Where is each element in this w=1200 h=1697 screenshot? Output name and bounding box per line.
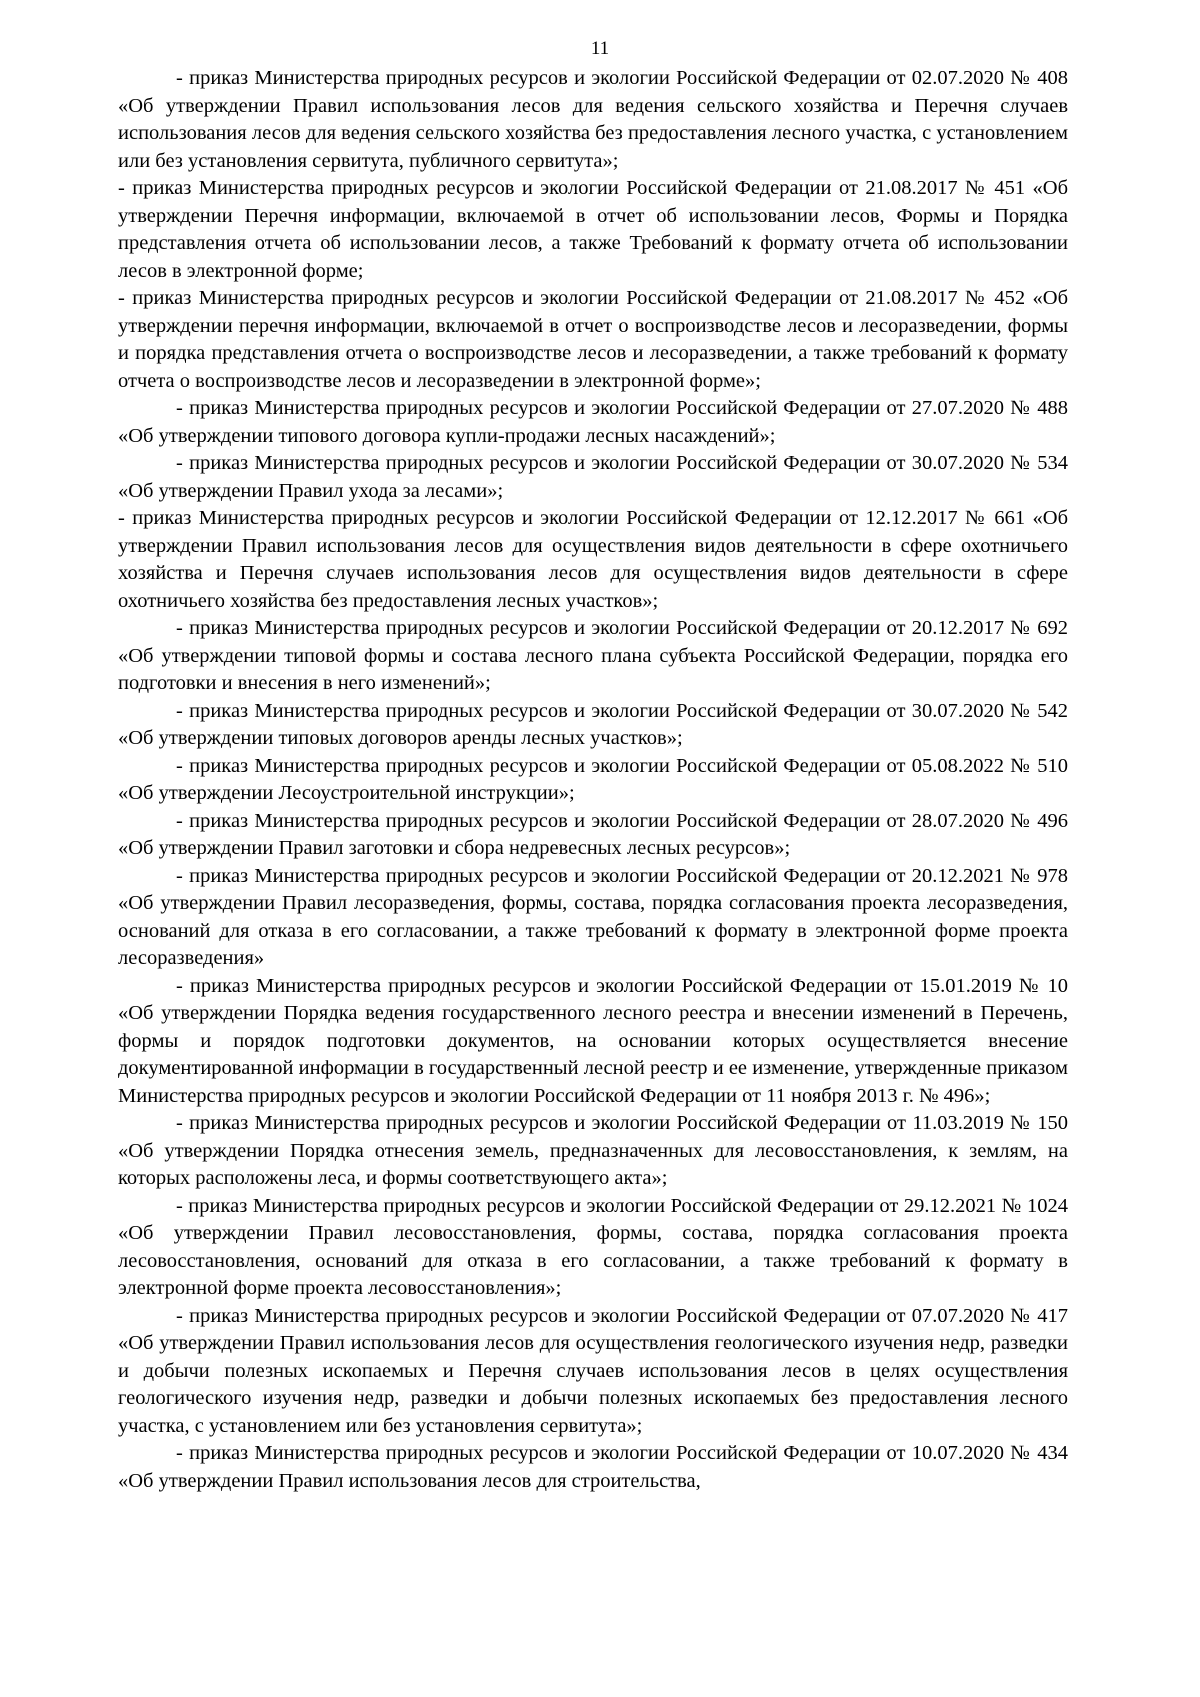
regulation-list-item: - приказ Министерства природных ресурсов и экологии Российской Федерации от 11.03.2019 № 150 «Об утверждении Порядка отнесения земель, предназначенных для лесовосстановления, к землям, на которых расположены леса, и формы соответствующего акта»; — [118, 1112, 1068, 1189]
regulation-list-item: - приказ Министерства природных ресурсов и экологии Российской Федерации от 15.01.2019 № 10 «Об утверждении Порядка ведения государственного лесного реестра и внесении изменений в Перечень, формы и порядок подготовки документов, на основании которых осуществляется внесение документированной информации в государственный лесной реестр и ее изменение, утвержденные приказом Министерства природных ресурсов и экологии Российской Федерации от 11 ноября 2013 г. № 496»; — [118, 974, 1068, 1107]
regulation-list-item: - приказ Министерства природных ресурсов и экологии Российской Федерации от 02.07.2020 № 408 «Об утверждении Правил использования лесов для ведения сельского хозяйства и Перечня случаев использования лесов для ведения сельского хозяйства без предоставления лесного участка, с установлением или без установления сервитута, публичного сервитута»; — [118, 67, 1068, 172]
regulation-list-item: - приказ Министерства природных ресурсов и экологии Российской Федерации от 20.12.2021 № 978 «Об утверждении Правил лесоразведения, формы, состава, порядка согласования проекта лесоразведения, оснований для отказа в его согласовании, а также требований к формату в электронной форме проекта лесоразведения» — [118, 864, 1068, 969]
regulation-list-item: - приказ Министерства природных ресурсов и экологии Российской Федерации от 29.12.2021 № 1024 «Об утверждении Правил лесовосстановления, формы, состава, порядка согласования проекта лесовосстановления, оснований для отказа в его согласовании, а также требований к формату в электронной форме проекта лесовосстановления»; — [118, 1194, 1068, 1299]
regulation-list-item: - приказ Министерства природных ресурсов и экологии Российской Федерации от 20.12.2017 № 692 «Об утверждении типовой формы и состава лесного плана субъекта Российской Федерации, порядка его подготовки и внесения в него изменений»; — [118, 617, 1068, 694]
regulation-list-item: - приказ Министерства природных ресурсов и экологии Российской Федерации от 12.12.2017 № 661 «Об утверждении Правил использования лесов для осуществления видов деятельности в сфере охотничьего хозяйства и Перечня случаев использования лесов для осуществления видов деятельности в сфере охотничьего хозяйства без предоставления лесных участков»; — [118, 507, 1068, 612]
regulation-list-item: - приказ Министерства природных ресурсов и экологии Российской Федерации от 21.08.2017 № 452 «Об утверждении перечня информации, включаемой в отчет о воспроизводстве лесов и лесоразведении, формы и порядка представления отчета о воспроизводстве лесов и лесоразведении, а также требований к формату отчета о воспроизводстве лесов и лесоразведении в электронной форме»; — [118, 287, 1068, 392]
regulation-list-item: - приказ Министерства природных ресурсов и экологии Российской Федерации от 05.08.2022 № 510 «Об утверждении Лесоустроительной инструкции»; — [118, 754, 1068, 804]
regulation-list-item: - приказ Министерства природных ресурсов и экологии Российской Федерации от 30.07.2020 № 542 «Об утверждении типовых договоров аренды лесных участков»; — [118, 699, 1068, 749]
regulation-list-item: - приказ Министерства природных ресурсов и экологии Российской Федерации от 07.07.2020 № 417 «Об утверждении Правил использования лесов для осуществления геологического изучения недр, разведки и добычи полезных ископаемых и Перечня случаев использования лесов в целях осуществления геологического изучения недр, разведки и добычи полезных ископаемых без предоставления лесного участка, с установлением или без установления сервитута»; — [118, 1304, 1068, 1437]
regulation-list-item: - приказ Министерства природных ресурсов и экологии Российской Федерации от 27.07.2020 № 488 «Об утверждении типового договора купли-продажи лесных насаждений»; — [118, 397, 1068, 447]
regulation-list-item: - приказ Министерства природных ресурсов и экологии Российской Федерации от 28.07.2020 № 496 «Об утверждении Правил заготовки и сбора недревесных лесных ресурсов»; — [118, 809, 1068, 859]
page-number: 11 — [590, 38, 610, 59]
regulation-list-item: - приказ Министерства природных ресурсов и экологии Российской Федерации от 10.07.2020 № 434 «Об утверждении Правил использования лесов для строительства, — [118, 1442, 1068, 1492]
regulation-list-item: - приказ Министерства природных ресурсов и экологии Российской Федерации от 30.07.2020 № 534 «Об утверждении Правил ухода за лесами»; — [118, 452, 1068, 502]
document-body — [118, 65, 1068, 1495]
regulation-list-item: - приказ Министерства природных ресурсов и экологии Российской Федерации от 21.08.2017 № 451 «Об утверждении Перечня информации, включаемой в отчет об использовании лесов, Формы и Порядка представления отчета об использовании лесов, а также Требований к формату отчета об использовании лесов в электронной форме; — [118, 177, 1068, 282]
